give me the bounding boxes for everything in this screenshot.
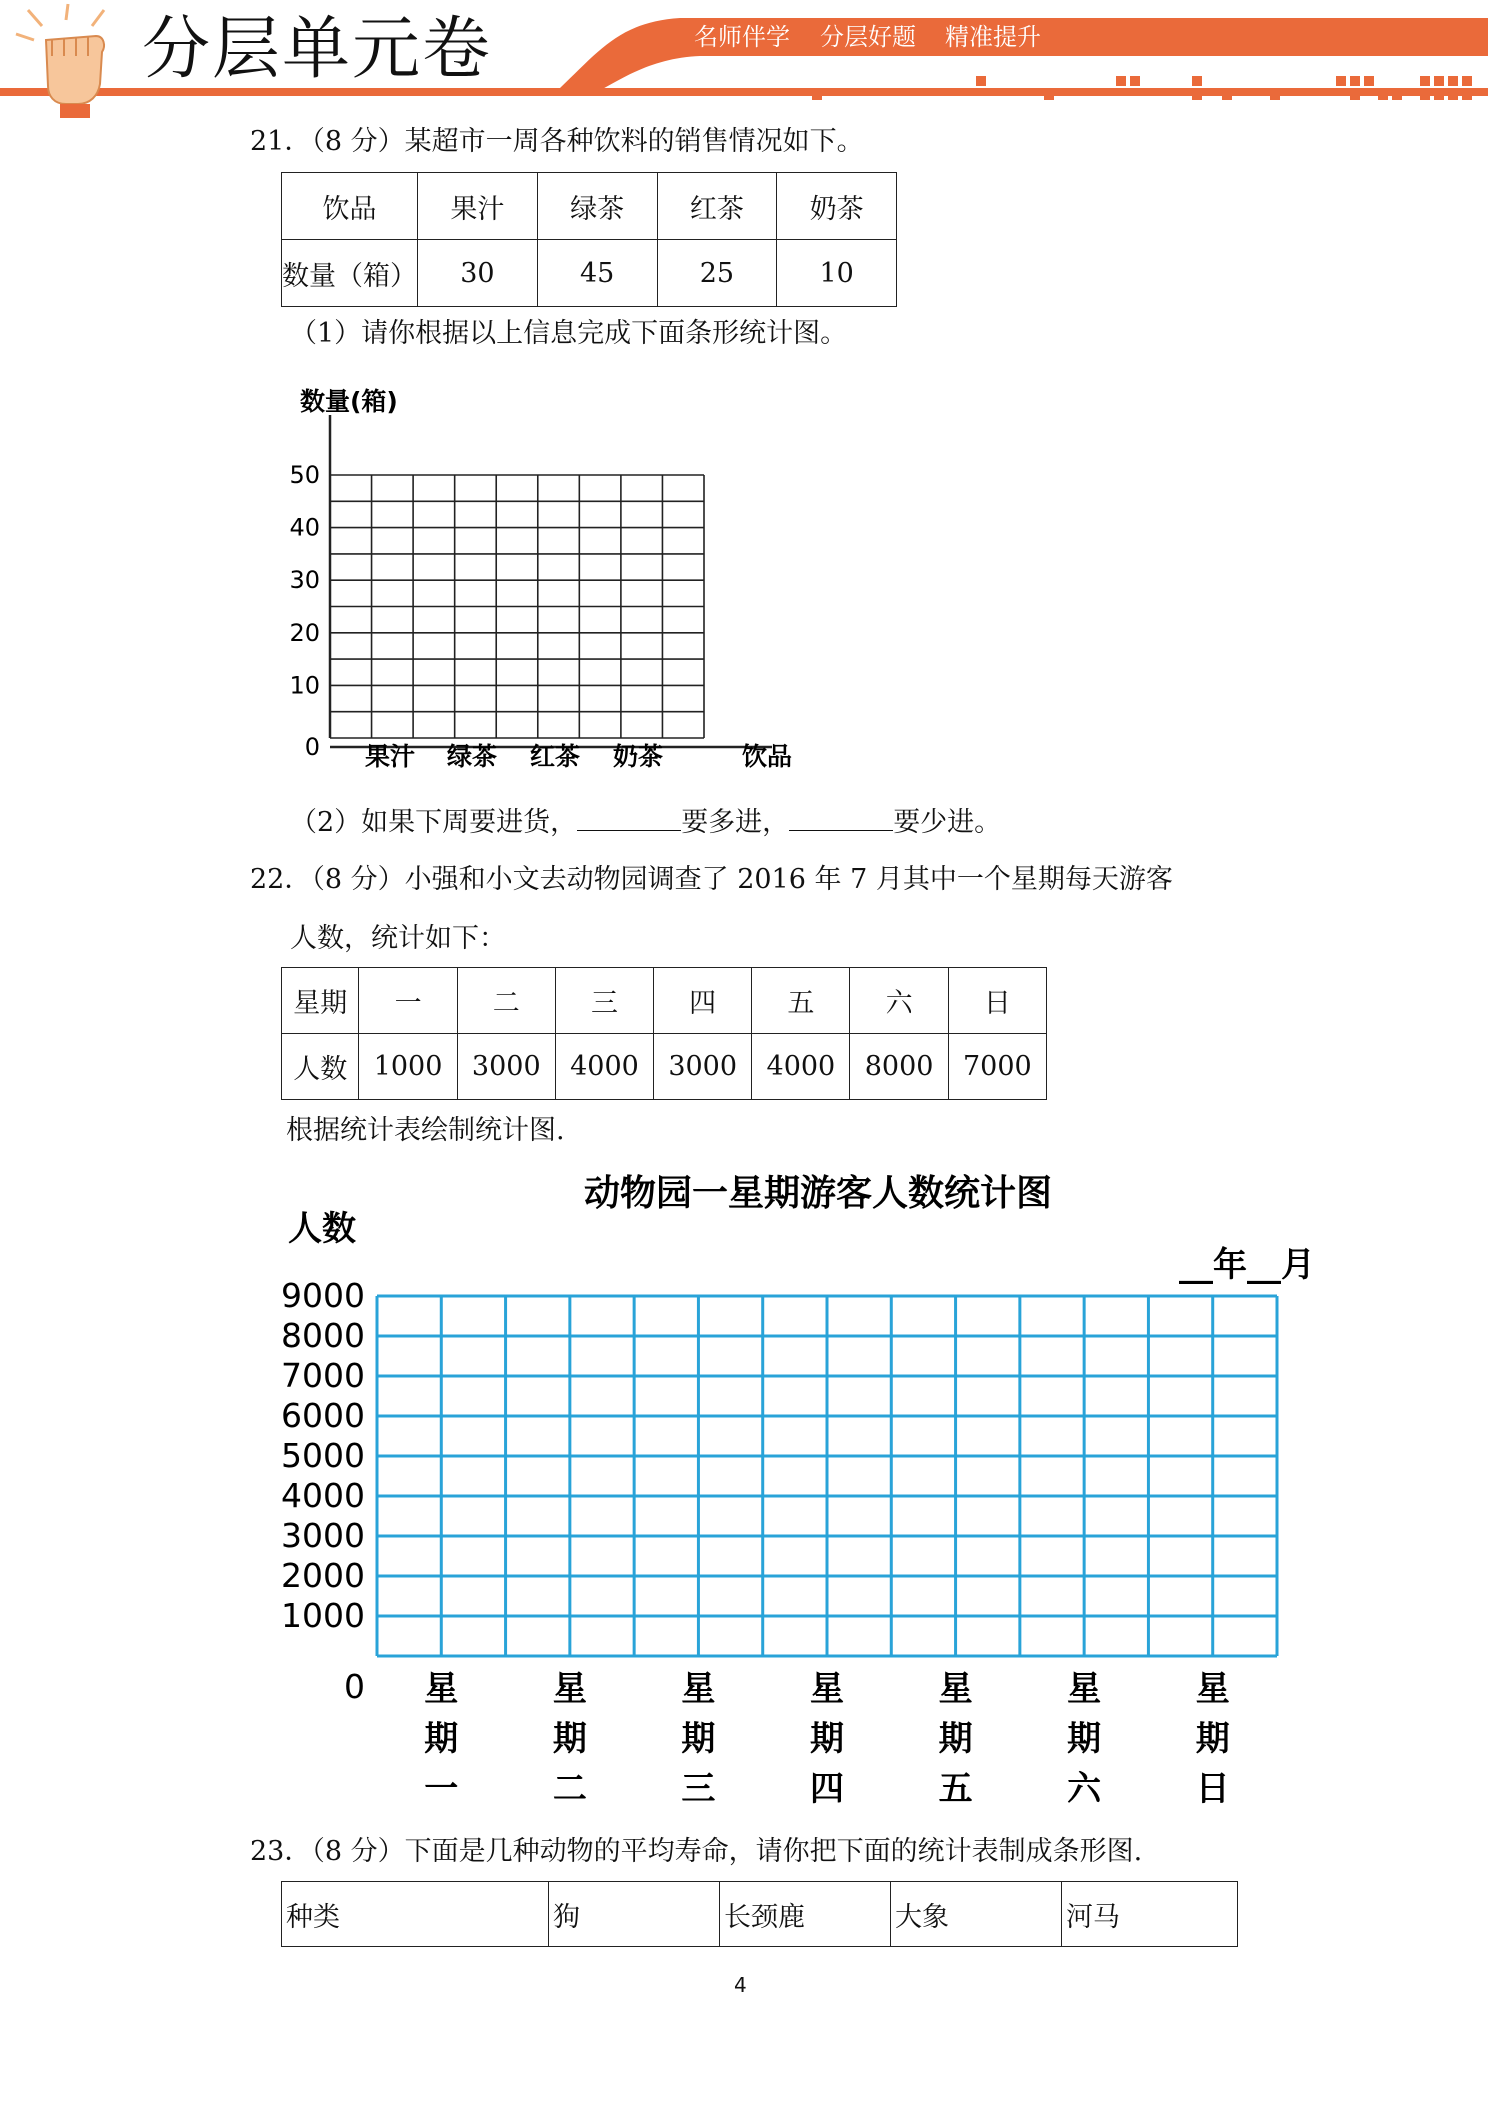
chart2-xtick-char: 二 xyxy=(552,1769,587,1809)
chart2-ytick-label: 1000 xyxy=(281,1596,365,1635)
chart2-ytick-label: 4000 xyxy=(281,1476,365,1515)
chart1-ytick-label: 40 xyxy=(289,513,320,542)
q21-part2-a: （2）如果下周要进货， xyxy=(290,807,578,838)
chart2-xtick-char: 期 xyxy=(938,1719,973,1759)
chart2-ytick-label: 7000 xyxy=(281,1356,365,1395)
q22-value-cell: 1000 xyxy=(359,1034,457,1100)
chart2-xtick-char: 期 xyxy=(1195,1719,1230,1759)
chart2-xtick-char: 星 xyxy=(681,1669,716,1709)
q21-header-cell: 绿茶 xyxy=(537,173,657,240)
chart2-xtick-char: 四 xyxy=(810,1769,844,1809)
q21-header-cell: 奶茶 xyxy=(777,173,897,240)
chart2-xtick-char: 期 xyxy=(552,1719,587,1759)
q23-table xyxy=(281,1881,1238,1947)
q22-header-cell: 星期 xyxy=(282,968,359,1034)
q21-row-label: 数量（箱） xyxy=(282,240,418,307)
chart1-ytick-label: 50 xyxy=(289,461,320,489)
answer-blank-more[interactable] xyxy=(577,804,681,831)
q21-part1: （1）请你根据以上信息完成下面条形统计图。 xyxy=(290,318,848,349)
chart2-ytick-label: 8000 xyxy=(281,1316,365,1355)
chart1-xtick-label: 红茶 xyxy=(529,742,581,771)
slogan-2: 分层好题 xyxy=(820,23,916,51)
chart2-xtick-char: 期 xyxy=(810,1719,844,1759)
q21-part2-b: 要多进， xyxy=(681,807,790,838)
page-number: 4 xyxy=(734,1973,747,1997)
q21-header-cell: 红茶 xyxy=(657,173,777,240)
q22-header-cell: 四 xyxy=(654,968,752,1034)
chart1-ytick-label: 10 xyxy=(289,671,320,700)
q23-cell: 狗 xyxy=(549,1882,720,1947)
q23-cell: 河马 xyxy=(1062,1882,1238,1947)
q22-value-cell: 7000 xyxy=(948,1034,1046,1100)
chart2-xtick-char: 期 xyxy=(1067,1719,1102,1759)
chart2-xtick-char: 星 xyxy=(1067,1669,1102,1709)
q22-stem-line2: 人数，统计如下： xyxy=(290,923,506,954)
chart2-ytick-label: 3000 xyxy=(281,1516,365,1555)
brand-title: 分层单元卷 xyxy=(142,10,493,89)
fist-logo-icon xyxy=(8,0,128,118)
chart2-xtick-char: 星 xyxy=(1195,1669,1230,1709)
q21-value-cell: 30 xyxy=(418,240,538,307)
q21-header-cell: 饮品 xyxy=(282,173,418,240)
q23-cell: 大象 xyxy=(891,1882,1062,1947)
q21-value-cell: 25 xyxy=(657,240,777,307)
zoo-visitors-chart xyxy=(270,1160,1330,1820)
chart1-ylabel: 数量(箱) xyxy=(300,387,398,416)
chart2-ytick-label: 6000 xyxy=(281,1396,365,1435)
q21-part2-c: 要少进。 xyxy=(893,807,1002,838)
chart2-xtick-char: 一 xyxy=(424,1769,459,1809)
q22-header-cell: 三 xyxy=(555,968,653,1034)
q22-value-cell: 4000 xyxy=(752,1034,850,1100)
q21-table xyxy=(281,172,897,307)
q22-value-cell: 3000 xyxy=(654,1034,752,1100)
chart2-ytick-label: 0 xyxy=(344,1667,365,1706)
q21-value-cell: 10 xyxy=(777,240,897,307)
q22-row-label: 人数 xyxy=(282,1034,359,1100)
q22-value-cell: 8000 xyxy=(850,1034,948,1100)
q22-instruction: 根据统计表绘制统计图. xyxy=(286,1115,565,1146)
q21-stem: 21．（8 分）某超市一周各种饮料的销售情况如下。 xyxy=(250,126,864,157)
chart1-ytick-label: 30 xyxy=(289,566,320,595)
q23-cell: 长颈鹿 xyxy=(720,1882,891,1947)
chart1-xtick-label: 果汁 xyxy=(364,742,416,771)
q22-stem-line1: 22．（8 分）小强和小文去动物园调查了 2016 年 7 月其中一个星期每天游客 xyxy=(250,864,1173,895)
chart2-xtick-char: 六 xyxy=(1067,1769,1102,1809)
q21-value-cell: 45 xyxy=(537,240,657,307)
chart2-xtick-char: 星 xyxy=(424,1669,459,1709)
slogan-3: 精准提升 xyxy=(945,23,1041,51)
q22-header-cell: 一 xyxy=(359,968,457,1034)
chart2-xtick-char: 五 xyxy=(938,1769,973,1809)
chart2-date-label: __年__月 xyxy=(1179,1245,1315,1285)
q22-value-cell: 3000 xyxy=(457,1034,555,1100)
chart1-xtick-label: 奶茶 xyxy=(612,742,664,771)
chart2-title: 动物园一星期游客人数统计图 xyxy=(583,1173,1053,1214)
q22-table xyxy=(281,967,1047,1100)
chart2-xtick-char: 星 xyxy=(810,1669,844,1709)
answer-blank-less[interactable] xyxy=(789,804,893,831)
chart1-xtick-label: 绿茶 xyxy=(446,742,498,771)
chart2-ytick-label: 5000 xyxy=(281,1436,365,1475)
q22-header-cell: 五 xyxy=(752,968,850,1034)
chart2-ytick-label: 9000 xyxy=(281,1276,365,1315)
chart2-xtick-char: 期 xyxy=(424,1719,459,1759)
q23-cell: 种类 xyxy=(282,1882,549,1947)
beverage-bar-chart xyxy=(280,375,820,785)
chart2-ylabel: 人数 xyxy=(288,1209,356,1249)
chart2-xtick-char: 日 xyxy=(1195,1769,1230,1809)
chart2-xtick-char: 星 xyxy=(552,1669,587,1709)
chart2-xtick-char: 三 xyxy=(681,1769,716,1809)
chart1-ytick-label: 20 xyxy=(289,618,320,647)
chart2-xtick-char: 星 xyxy=(938,1669,973,1709)
q22-value-cell: 4000 xyxy=(555,1034,653,1100)
q22-header-cell: 二 xyxy=(457,968,555,1034)
q21-part2 xyxy=(290,804,1001,841)
chart1-ytick-label: 0 xyxy=(304,733,320,761)
q23-stem: 23．（8 分）下面是几种动物的平均寿命，请你把下面的统计表制成条形图. xyxy=(250,1836,1143,1867)
chart1-xlabel: 饮品 xyxy=(741,742,793,771)
chart2-ytick-label: 2000 xyxy=(281,1556,365,1595)
q21-header-cell: 果汁 xyxy=(418,173,538,240)
q22-header-cell: 六 xyxy=(850,968,948,1034)
slogan-1: 名师伴学 xyxy=(694,23,790,51)
q22-header-cell: 日 xyxy=(948,968,1046,1034)
chart2-xtick-char: 期 xyxy=(681,1719,716,1759)
